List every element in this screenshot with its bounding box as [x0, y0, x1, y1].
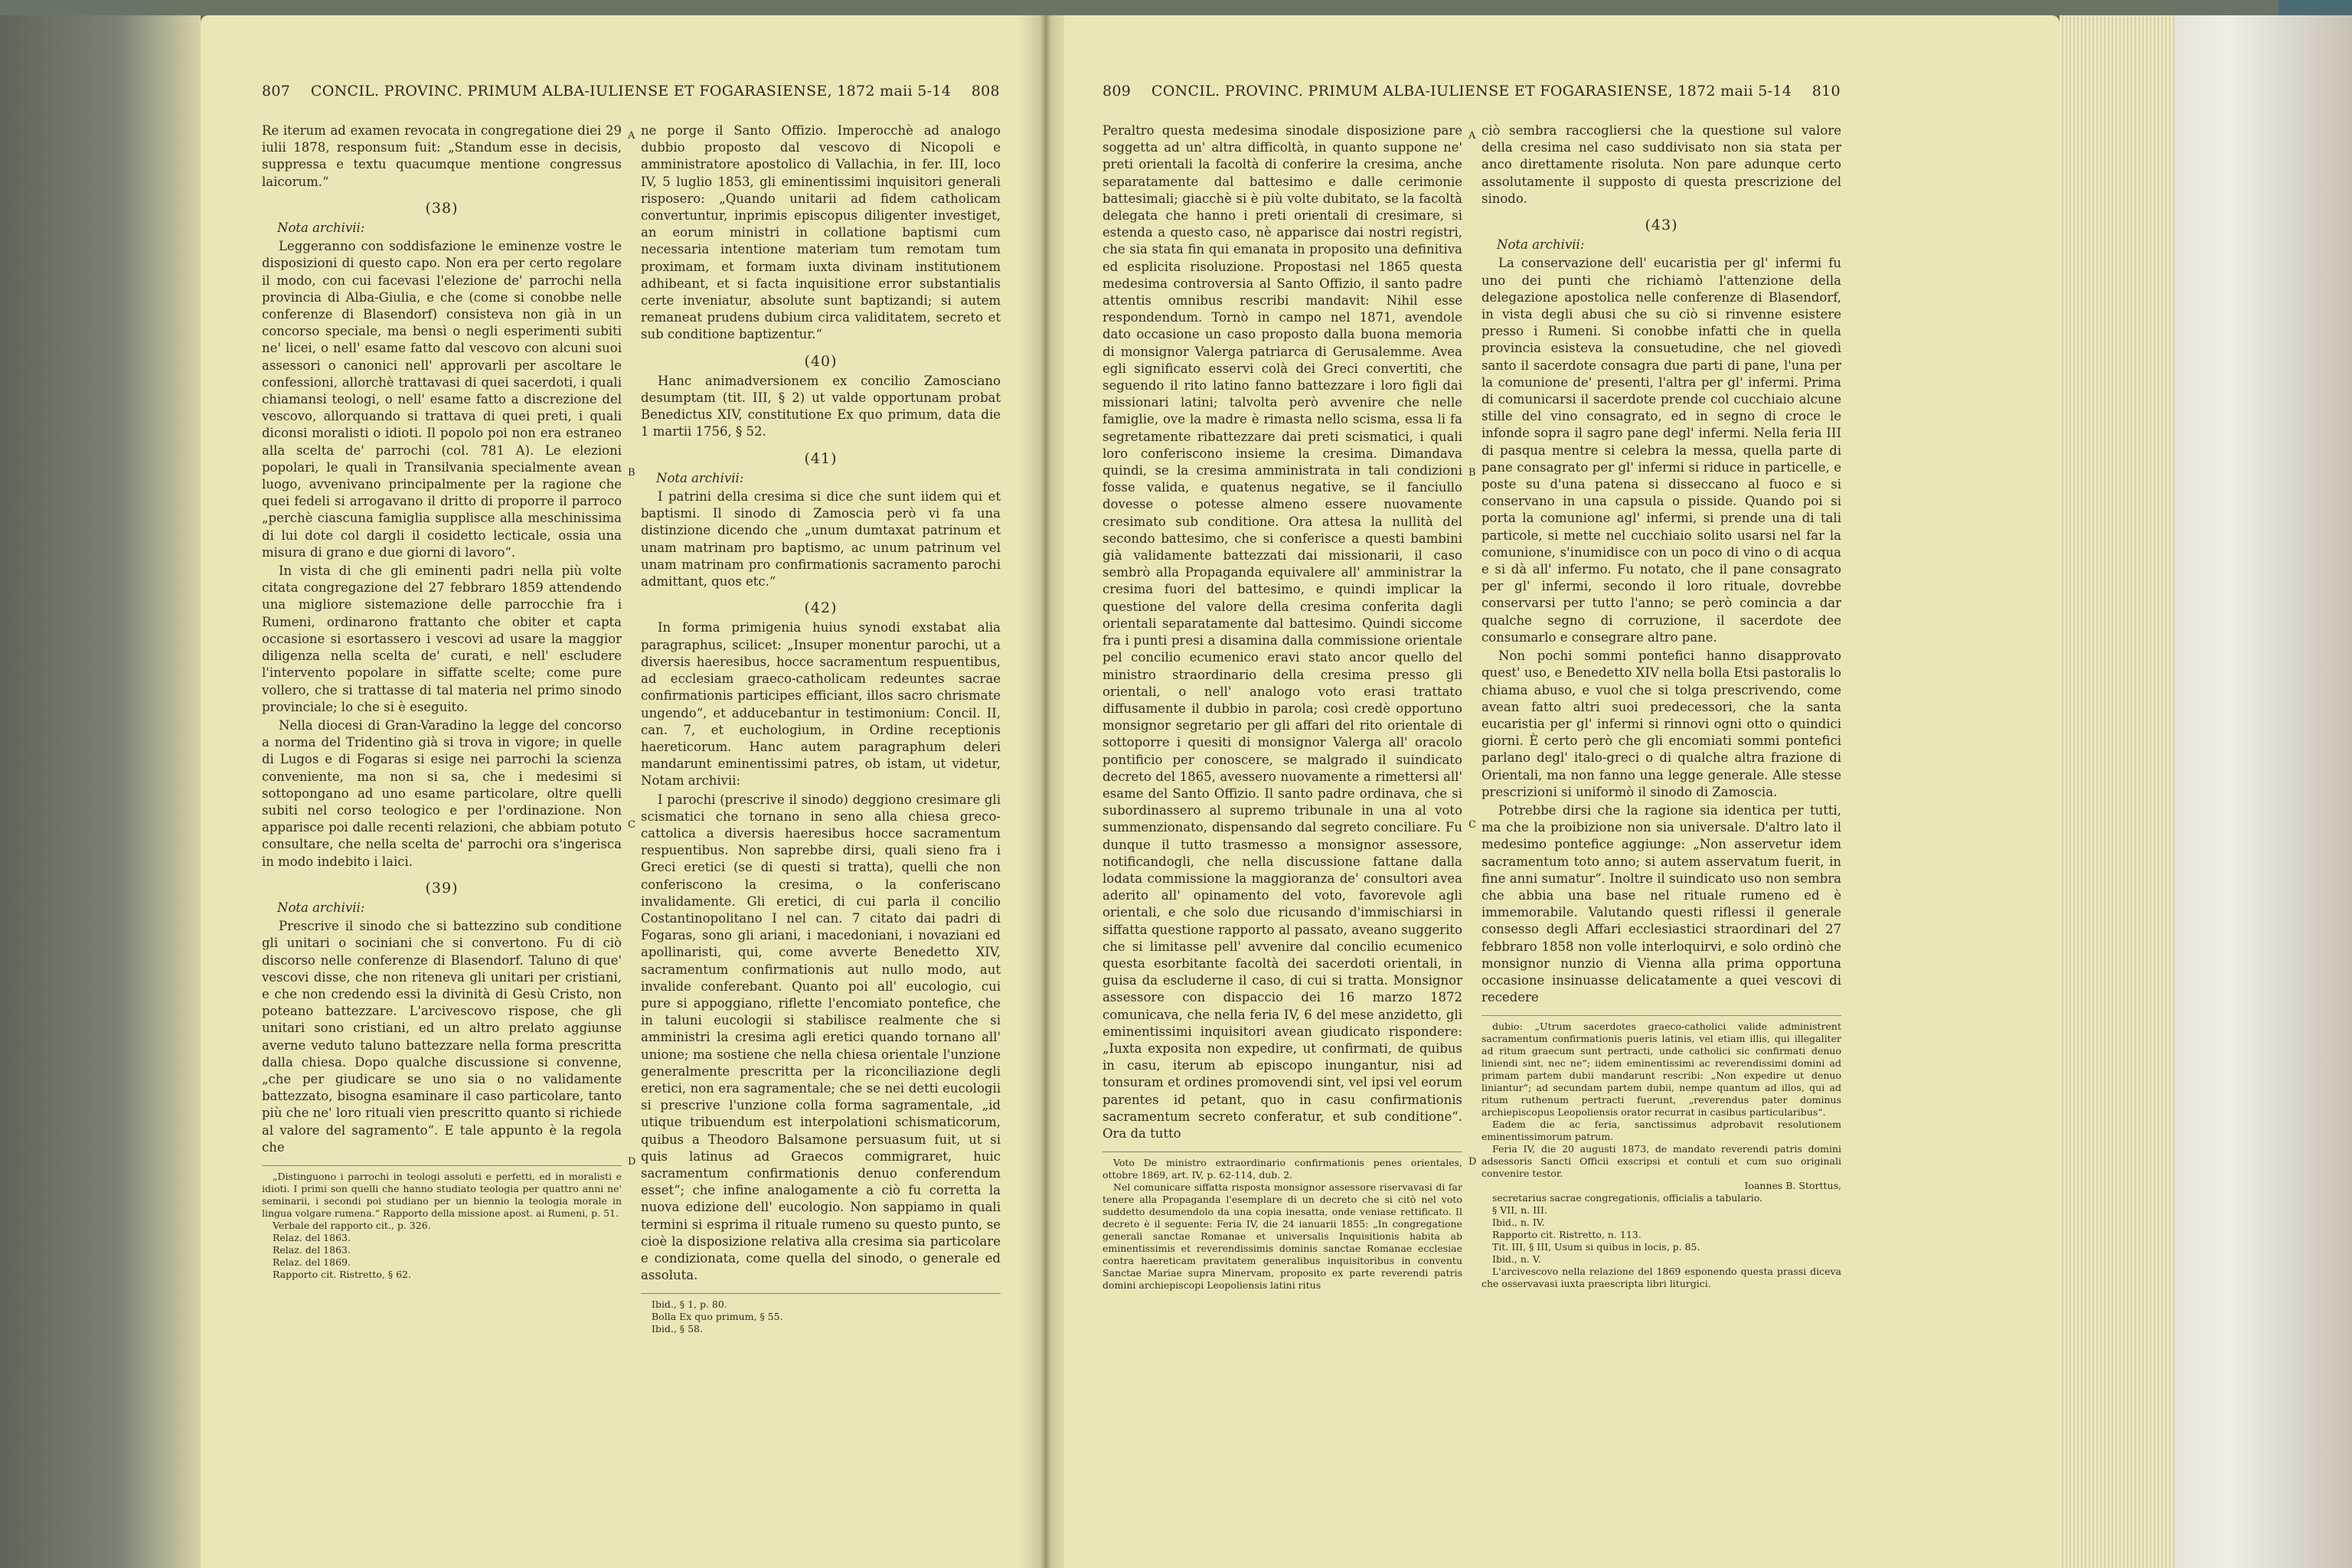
- section-number: (41): [804, 449, 838, 467]
- paragraph: I patrini della cresima si dice che sunt iidem qui et baptismi. Il sinodo di Zamoscia però vi fa una distinzione dicendo che „unum dumtaxat patrinum et unam matrinam pro baptismo, ac unum patrinum vel unam matrinam pro confirmationis sacramento parochi admittant, quos etc.“: [641, 489, 1001, 590]
- footnote: Ioannes B. Storttus,: [1744, 1180, 1841, 1192]
- margin-letter: B: [1468, 467, 1476, 479]
- margin-letter: A: [1468, 130, 1476, 142]
- footnotes: [262, 1165, 622, 1281]
- footnotes: [1481, 1015, 1841, 1290]
- paragraph: Peraltro questa medesima sinodale disposizione pare soggetta ad un' altra difficoltà, in quanto suppone ne' preti orientali la facoltà di conferire la cresima, anche separatamente dal battesimo e dalle cerimonie battesimali; giacchè si è più volte dubitato, se la facoltà delegata che hanno i preti orientali di cresimare, si estenda a questo caso, nè apparisce dai nostri registri, che sia stata fin qui emanata in proposito una definitiva ed esplicita risoluzione. Propostasi nel 1865 questa medesima controversia al Santo Offizio, il santo padre attentis omnibus rescribi mandavit: Nihil esse respondendum. Tornò in campo nel 1871, avendole dato occasione un caso proposto dalla buona memoria di monsignor Valerga patriarca di Gerusalemme. Avea egli significato esservi colà dei Greci convertiti, che seguendo il rito latino fanno battezzare i loro figli dai missionari latini; talvolta però avvenire che nelle famiglie, ove la madre è rimasta nello scisma, essa li fa segretamente ribattezzare dai preti scismatici, i quali loro conferiscono insieme la cresima. Dimandava quindi, se la cresima amministrata in tali condizioni fosse valida, e quatenus negative, se il fanciullo dovesse o potesse almeno essere nuovamente cresimato sub conditione. Ora attesa la nullità del secondo battesimo, che si conferisce a questi bambini già validamente battezzati dai missionarii, il caso sembrò alla Propaganda equivalere all' amministrar la cresima fuori del battesimo, e quindi implicar la questione del valore della cresima conferita dagli orientali separatamente dal battesimo. Quindi siccome fra i punti presi a disamina dalla commissione orientale pel concilio ecumenico eravi stato ancor quello del ministro straordinario della cresima presso gli orientali, o nell' analogo voto erasi trattato diffusamente il dubbio in parola; così credè opportuno monsignor segretario per gli affari del rito orientale di sottoporre i quesiti di monsignor Valerga all' oracolo pontificio per conoscere, se malgrado il suindicato decreto del 1865, avessero nuovamente a rimettersi all' esame del Santo Offizio. Il santo padre ordinava, che si subordinassero al supremo tribunale in una al voto summenzionato, dispensando dal segreto conciliare. Fu dunque il tutto trasmesso a monsignor assessore, notificandogli, che nella discussione fattane dalla lodata commissione la maggioranza de' consultori avea aderito all' opinamento del voto, favorevole agli orientali, e che solo due ricusando d'immischiarsi in siffatta questione rapporto al passato, aveano suggerito che si limitasse pell' avvenire dal concilio ecumenico questa esorbitante facoltà dei sacerdoti orientali, in guisa da escluderne il caso, di cui si tratta. Monsignor assessore con dispaccio dei 16 marzo 1872 comunicava, che nella feria IV, 6 del mese anzidetto, gli eminentissimi inquisitori avean giudicato rispondere: „Iuxta exposita non expedire, ut confirmati, de quibus in casu, iterum ab episcopo inungantur, nisi ad tonsuram et ordines promovendi sint, vel ipsi vel eorum parentes id petant, quo in casu confirmationis sacramentum secreto conferatur, et sub conditione“. Ora da tutto: [1102, 123, 1462, 1141]
- margin-letter: B: [628, 467, 635, 479]
- section-number: (38): [425, 199, 459, 217]
- footnote: § VII, n. III.: [1492, 1204, 1547, 1217]
- footnote: secretarius sacrae congregationis, officialis a tabulario.: [1492, 1192, 1762, 1204]
- margin-letter: D: [628, 1156, 636, 1168]
- section-number: (40): [804, 352, 838, 370]
- right-page: [1064, 15, 2060, 1568]
- right-page-column-2: [1481, 122, 1841, 1290]
- section-number: (39): [425, 879, 459, 897]
- paragraph: ciò sembra raccogliersi che la questione sul valore della cresima nel caso suddivisato non sia stata per anco direttamente risoluta. Non pare adunque certo assolutamente il supposto di questa prescrizione del sinodo.: [1481, 123, 1841, 206]
- nota-archivii: Nota archivii:: [656, 470, 744, 485]
- running-title: CONCIL. PROVINC. PRIMUM ALBA-IULIENSE ET FOGARASIENSE, 1872 maii 5-14: [1151, 83, 1792, 100]
- margin-letter: C: [628, 819, 635, 831]
- footnote: Voto De ministro extraordinario confirmationis penes orientales, ottobre 1869, art. IV, p. 62-114, dub. 2.: [1102, 1157, 1462, 1181]
- nota-archivii: Nota archivii:: [277, 900, 365, 915]
- book-left-edge: [0, 15, 201, 1568]
- paragraph: Hanc animadversionem ex concilio Zamosciano desumptam (tit. III, § 2) ut valde opportunam probat Benedictus XIV, constitutione Ex quo primum, data die 1 martii 1756, § 52.: [641, 373, 1001, 439]
- page-number-808: 808: [971, 83, 1000, 100]
- paragraph: Re iterum ad examen revocata in congregatione diei 29 iulii 1878, responsum fuit: „Standum esse in decisis, suppressa e textu quacumque mentione congressus laicorum.“: [262, 123, 622, 189]
- footnote: Rapporto cit. Ristretto, § 62.: [273, 1268, 411, 1280]
- footnotes: [1102, 1152, 1462, 1292]
- paragraph: La conservazione dell' eucaristia per gl' infermi fu uno dei punti che richiamò l'attenzione della delegazione apostolica nelle conferenze di Blasendorf, in vista degli abusi che su ciò si rinvenne esistere presso i Rumeni. Si conobbe infatti che in quella provincia esisteva la consuetudine, che nel giovedì santo il sacerdote consagra due parti di pane, l'una per la comunione de' presenti, l'altra per gl' infermi. Prima di comunicarsi il sacerdote prende col cucchiaio alcune stille del vino consagrato, ed in segno di croce le infonde sopra il sagro pane degl' infermi. Nella feria III di pasqua mentre si celebra la messa, quella parte di pane consagrato per gl' infermi si riduce in particelle, e poste su d'una patena si disseccano al fuoco e si conservano in una capsula o pisside. Quando poi si porta la comunione agl' infermi, si prende una di tali particole, si mette nel cucchiaio solito usarsi nel far la comunione, s'inumidisce con un poco di vino o di acqua e si dà all' infermo. Fu notato, che il pane consagrato per gl' infermi, secondo il loro rituale, dovrebbe conservarsi per tutto l'anno; se però comincia a dar qualche segno di corruzione, il sacerdote dee consumarlo e consegrare altro pane.: [1481, 256, 1841, 645]
- paragraph: Non pochi sommi pontefici hanno disapprovato quest' uso, e Benedetto XIV nella bolla Etsi pastoralis lo chiama abuso, e vuol che si tolga prescrivendo, come avean fatto altri suoi predecessori, che la santa eucaristia per gl' infermi si rinnovi ogni otto o quindici giorni. È certo però che gli encomiati sommi pontefici parlano degl' italo-greci o di qualche altra frazione di Orientali, ma non fanno una legge generale. Alle stesse prescrizioni si uniformò il sinodo di Zamoscia.: [1481, 648, 1841, 799]
- footnote: dubio: „Utrum sacerdotes graeco-catholici valide administrent sacramentum confirmationis pueris latinis, vel etiam illis, qui illegaliter ad ritum graecum sunt pertracti, unde catholici sic confirmati denuo liniendi sint, nec ne“; iidem eminentissimi ac reverendissimi domini ad primam partem dubii mandarunt rescribi: „Non expedire ut denuo liniantur“; ad secundam partem dubii, nempe quantum ad illos, qui ad ritum ruthenum pertracti fuerunt, „reverendus pater dominus archiepiscopus Leopoliensis orator recurrat in casibus particularibus“.: [1481, 1021, 1841, 1119]
- right-page-header: [1102, 83, 1841, 100]
- footnote: Bolla Ex quo primum, § 55.: [652, 1311, 783, 1323]
- paragraph: ne porge il Santo Offizio. Imperocchè ad analogo dubbio proposto dal vescovo di Nicopoli e amministratore apostolico di Vallachia, in fer. III, loco IV, 5 luglio 1853, gli eminentissimi inquisitori generali risposero: „Quando unitarii ad fidem catholicam convertuntur, inprimis episcopus diligenter investiget, an eorum ministri in collatione baptismi cum necessaria intentione materiam tum remotam tum proximam, et formam iuxta divinam institutionem adhibeant, et si facta inquisitione error substantialis certe inveniatur, absolute sunt baptizandi; si autem remaneat prudens dubium circa validitatem, secreto et sub conditione baptizentur.“: [641, 123, 1001, 342]
- section-number: (42): [804, 599, 838, 617]
- left-page-column-1: [262, 122, 622, 1281]
- left-page-header: [262, 83, 1000, 100]
- margin-letter: C: [1468, 819, 1476, 831]
- paragraph: In vista di che gli eminenti padri nella più volte citata congregazione del 27 febbraro 1859 attendendo una migliore sistemazione delle parrocchie fra i Rumeni, ordinarono frattanto che obiter et capta occasione si esortassero i vescovi ad usare la maggior diligenza nella scelta de' curati, e nell' escludere l'intervento popolare in siffatte scelte; come pure vollero, che si trattasse di tal materia nel primo sinodo provinciale; lo che si è eseguito.: [262, 564, 622, 714]
- right-page-column-1: [1102, 122, 1462, 1292]
- left-page-column-2: [641, 122, 1001, 1335]
- footnote: Ibid., n. IV.: [1492, 1217, 1545, 1229]
- paragraph: Leggeranno con soddisfazione le eminenze vostre le disposizioni di questo capo. Non era per certo regolare il modo, con cui facevasi l'elezione de' parrochi nella provincia di Alba-Giulia, e che (come si conobbe nelle conferenze di Blasendorf) consisteva non già in un concorso speciale, ma bensì o negli esperimenti subiti ne' licei, o nell' esame fatto dal vescovo con alcuni suoi assessori o canonici nell' approvarli per ascoltare le confessioni, allorchè trattavasi di quei sacerdoti, i quali chiamansi teologi, o nell' esame fatto a discrezione del vescovo, allorquando si trattava di quei preti, i quali diconsi moralisti o idioti. Il popolo poi non era estraneo alla scelta de' parrochi (col. 781 A). Le elezioni popolari, le quali in Transilvania specialmente avean luogo, avvenivano principalmente per la ragione che quei fedeli si arrogavano il dritto di proporre il parroco „perchè ciascuna famiglia supplisce alla meschinissima di lui dote col dargli il cosidetto lecticale, ossia una misura di grano e due giorni di lavoro“.: [262, 239, 622, 560]
- footnote: Ibid., § 58.: [652, 1323, 703, 1335]
- book-cover-edge: [2174, 15, 2352, 1568]
- nota-archivii: Nota archivii:: [1497, 237, 1585, 253]
- footnote: Tit. III, § III, Usum si quibus in locis, p. 85.: [1492, 1241, 1700, 1253]
- book-page-edges: [2060, 15, 2174, 1568]
- footnote: Eadem die ac feria, sanctissimus adprobavit resolutionem eminentissimorum patrum.: [1481, 1119, 1841, 1143]
- footnote: Ibid., n. V.: [1492, 1253, 1541, 1266]
- paragraph: Nella diocesi di Gran-Varadino la legge del concorso a norma del Tridentino già si trova in vigore; in quelle di Lugos e di Fogaras si esige nei parrochi la scienza conveniente, ma non si sa, che i medesimi si sottopongano ad uno esame particolare, oltre quelli subiti nel corso teologico e per l'ordinazione. Non apparisce poi dalle recenti relazioni, che abbiam potuto consultare, che nella scelta de' parrochi ora s'ingerisca in modo indebito i laici.: [262, 717, 622, 869]
- paragraph: In forma primigenia huius synodi exstabat alia paragraphus, scilicet: „Insuper monentur parochi, ut a diversis haeresibus, hocce sacramentum respuentibus, ad ecclesiam graeco-catholicam redeuntes sacrae confirmationis participes efficiant, illos sacro chrismate ungendo“, et adducebantur in testimonium: Concil. II, can. 7, et euchologium, in Ordine receptionis haereticorum. Hanc autem paragraphum deleri mandarunt eminentissimi patres, ob istam, ut videtur, Notam archivii:: [641, 620, 1001, 789]
- footnote: Feria IV, die 20 augusti 1873, de mandato reverendi patris domini adsessoris Sancti Officii exscripsi et contuli et cum suo originali convenire testor.: [1481, 1143, 1841, 1180]
- page-number-810: 810: [1811, 83, 1841, 100]
- footnote: Relaz. del 1863.: [273, 1243, 351, 1256]
- footnote: Nel comunicare siffatta risposta monsignor assessore riservavasi di far tenere alla Propaganda l'esemplare di un decreto che si citò nel voto suddetto desumendolo da una copia inesatta, onde veniase rettificato. Il decreto è il seguente: Feria IV, die 24 ianuarii 1855: „In congregatione generali sanctae Romanae et universalis Inquisitionis habita ab eminentissimis et reverendissimis dominis sanctae Romanae ecclesiae contra haereticam pravitatem generalibus inquisitoribus in conventu Sanctae Mariae supra Minervam, proposito ex parte reverendi patris domini archiepiscopi Leopoliensis latini ritus: [1102, 1181, 1462, 1292]
- paragraph: Potrebbe dirsi che la ragione sia identica per tutti, ma che la proibizione non sia universale. D'altro lato il medesimo pontefice aggiunge: „Non asservetur idem sacramentum toto anno; si autem asservatum fuerit, in fine anni sumatur“. Inoltre il suindicato uso non sembra che abbia una base nel rituale rumeno ed è immemorabile. Valutando questi riflessi il generale consesso degli Affari ecclesiastici straordinari del 27 febbraro 1858 non volle interloquirvi, e solo ordinò che monsignor nunzio di Vienna alla prima opportuna occasione insinuasse delicatamente a quei vescovi di recedere: [1481, 802, 1841, 1005]
- page-number-807: 807: [262, 83, 291, 100]
- footnote: Relaz. del 1863.: [273, 1231, 351, 1243]
- footnote: Rapporto cit. Ristretto, n. 113.: [1492, 1229, 1642, 1241]
- footnotes: [641, 1293, 1001, 1335]
- paragraph: Prescrive il sinodo che si battezzino sub conditione gli unitari o sociniani che si convertono. Fu di ciò discorso nelle conferenze di Blasendorf. Taluno di que' vescovi disse, che non riteneva gli unitari per cristiani, e che non credendo essi la divinità di Gesù Cristo, non poteano battezzare. L'arcivescovo rispose, che gli unitari sono cristiani, ed un altro prelato aggiunse averne veduto taluno battezzare nella forma prescritta dalla chiesa. Dopo qualche discussione si convenne, „che per giudicare se uno sia o no validamente battezzato, bisogna esaminare il caso particolare, tanto più che ne' loro rituali vien prescritto quanto si richiede al valore del sagramento“. E tale appunto è la regola che: [262, 919, 622, 1155]
- left-page: [201, 15, 1027, 1568]
- nota-archivii: Nota archivii:: [277, 220, 365, 236]
- margin-letter: D: [1468, 1156, 1477, 1168]
- footnote: „Distinguono i parrochi in teologi assoluti e perfetti, ed in moralisti e idioti. I primi son quelli che hanno studiato teologia per quattro anni ne' seminarii, i secondi poi studiano per un biennio la teologia morale in lingua volgare rumena.“ Rapporto della missione apost. ai Rumeni, p. 51.: [262, 1170, 622, 1219]
- paragraph: I parochi (prescrive il sinodo) deggiono cresimare gli scismatici che tornano in seno alla chiesa greco-cattolica a diversis haeresibus hocce sacramentum respuentibus. Non saprebbe dirsi, quali sieno fra i Greci eretici (se di questi si tratta), quelli che non conferiscono la cresima, o la conferiscano invalidamente. Gli eretici, di cui parla il concilio Costantinopolitano I nel can. 7 citato dai padri di Fogaras, sono gli ariani, i macedoniani, i novaziani ed apollinaristi, qui, come avverte Benedetto XIV, sacramentum confirmationis aut nullo modo, aut invalide conferebant. Quanto poi all' eucologio, cui pure si appoggiano, riflette l'encomiato pontefice, che in taluni eucologii si stabilisce realmente che si amministri la cresima agli eretici quando tornano all' unione; ma sostiene che nella chiesa orientale l'unzione generalmente prescritta per la riconciliazione degli eretici, non era sagramentale; che se nei detti eucologii si prescrive l'unzione colla forma sagramentale, „id utique tribuendum est interpolationi schismaticorum, quibus a Theodoro Balsamone persuasum fuit, ut si quis latinus ad Graecos commigraret, huic sacramentum confirmationis denuo conferendum esset“; che infine analogamente a ciò fu corretta la nuova edizione dell' eucologio. Non sappiamo in quali termini si esprima il rituale rumeno su questo punto, se cioè la disposizione relativa alla cresima sia particolare e condizionata, come quella del sinodo, o generale ed assoluta.: [641, 792, 1001, 1283]
- footnote: Relaz. del 1869.: [273, 1256, 351, 1268]
- page-number-809: 809: [1102, 83, 1132, 100]
- margin-letter: A: [628, 130, 635, 142]
- section-number: (43): [1645, 217, 1678, 234]
- footnote: Ibid., § 1, p. 80.: [652, 1298, 727, 1311]
- footnote: L'arcivescovo nella relazione del 1869 esponendo questa prassi diceva che osservavasi iuxta praescripta libri liturgici.: [1481, 1266, 1841, 1290]
- footnote: Verbale del rapporto cit., p. 326.: [273, 1219, 431, 1231]
- running-title: CONCIL. PROVINC. PRIMUM ALBA-IULIENSE ET FOGARASIENSE, 1872 maii 5-14: [310, 83, 952, 100]
